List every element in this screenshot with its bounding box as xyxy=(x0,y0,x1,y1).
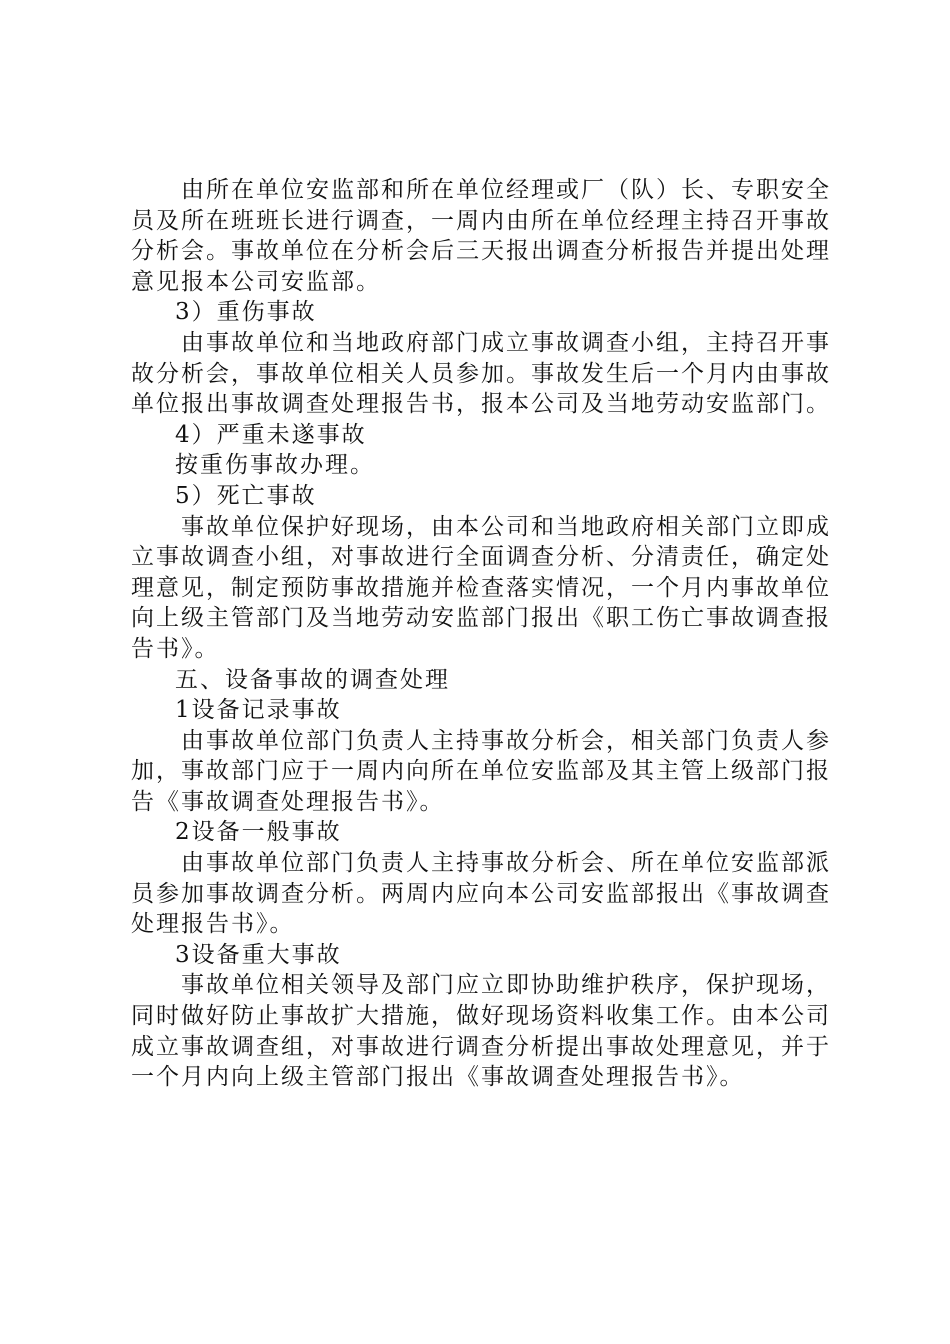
document-body xyxy=(131,175,831,1093)
heading-near-miss: 4）严重未遂事故 xyxy=(175,421,367,448)
paragraph-near-miss-procedure: 按重伤事故办理。 xyxy=(175,452,375,479)
paragraph-equipment-record-procedure: 由事故单位部门负责人主持事故分析会，相关部门负责人参加，事故部门应于一周内向所在单位安监部及其主管上级部门报告《事故调查处理报告书》。 xyxy=(131,727,831,815)
heading-equipment-record-accident: 1设备记录事故 xyxy=(175,697,342,724)
heading-serious-injury: 3）重伤事故 xyxy=(175,299,317,326)
heading-equipment-accidents: 五、设备事故的调查处理 xyxy=(175,666,450,693)
paragraph-serious-injury-procedure: 由事故单位和当地政府部门成立事故调查小组，主持召开事故分析会，事故单位相关人员参加。事故发生后一个月内由事故单位报出事故调查处理报告书，报本公司及当地劳动安监部门。 xyxy=(131,329,831,418)
heading-equipment-major-accident: 3设备重大事故 xyxy=(175,941,342,968)
paragraph-minor-injury-procedure: 由所在单位安监部和所在单位经理或厂（队）长、专职安全员及所在班班长进行调查，一周内由所在单位经理主持召开事故分析会。事故单位在分析会后三天报出调查分析报告并提出处理意见报本公司安监部。 xyxy=(131,177,831,295)
paragraph-fatality-procedure: 事故单位保护好现场，由本公司和当地政府相关部门立即成立事故调查小组，对事故进行全面调查分析、分清责任，确定处理意见，制定预防事故措施并检查落实情况，一个月内事故单位向上级主管部门及当地劳动安监部门报出《职工伤亡事故调查报告书》。 xyxy=(131,513,831,662)
paragraph-equipment-major-procedure: 事故单位相关领导及部门应立即协助维护秩序，保护现场，同时做好防止事故扩大措施，做好现场资料收集工作。由本公司成立事故调查组，对事故进行调查分析提出事故处理意见，并于一个月内向上级主管部门报出《事故调查处理报告书》。 xyxy=(131,972,831,1091)
heading-equipment-general-accident: 2设备一般事故 xyxy=(175,819,342,846)
paragraph-equipment-general-procedure: 由事故单位部门负责人主持事故分析会、所在单位安监部派员参加事故调查分析。两周内应向本公司安监部报出《事故调查处理报告书》。 xyxy=(131,850,831,938)
heading-fatality: 5）死亡事故 xyxy=(175,482,317,509)
